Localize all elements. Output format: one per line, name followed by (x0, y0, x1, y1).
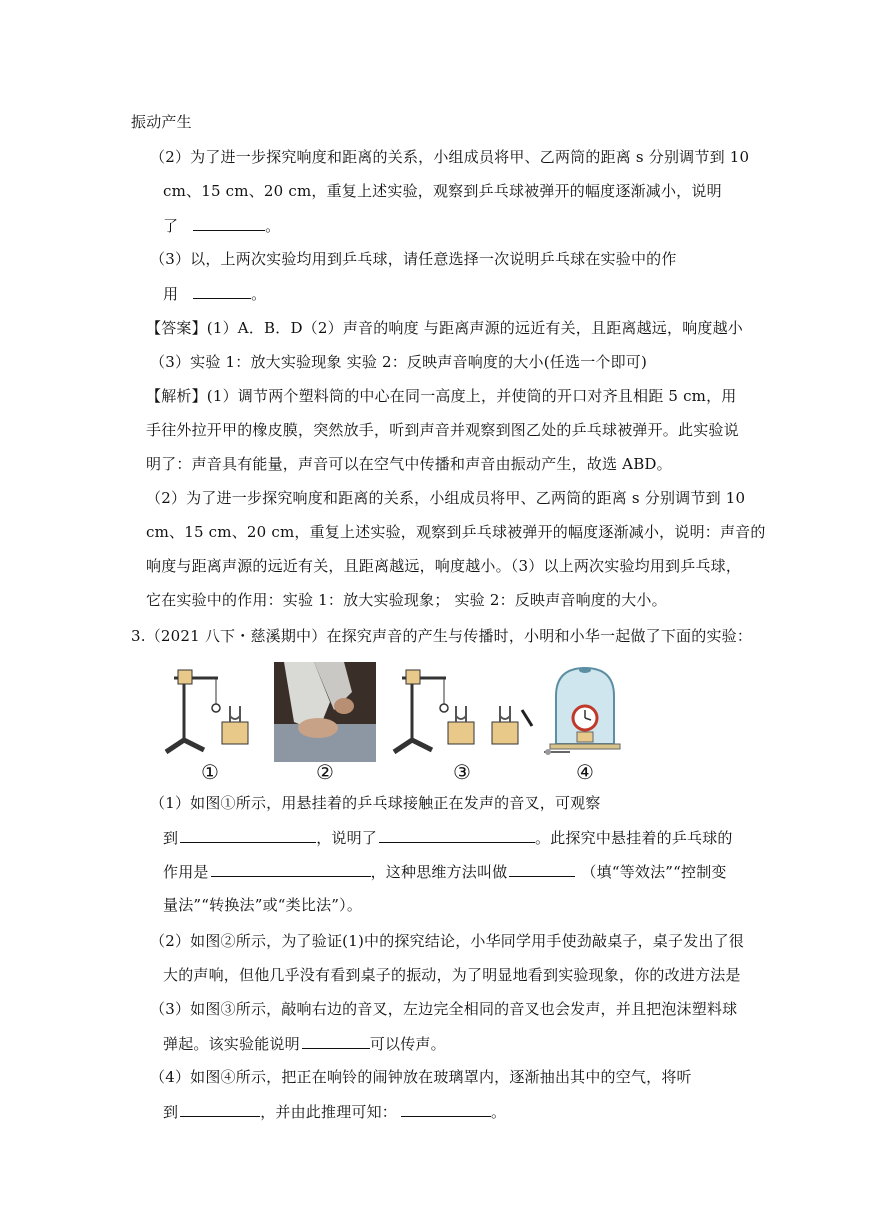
figure-4 (544, 662, 626, 782)
text-line (163, 215, 280, 236)
answer-blank[interactable] (193, 215, 265, 231)
text-fragment: 弹起。该实验能说明 (163, 1035, 300, 1053)
text-line (163, 861, 727, 882)
text-fragment: 用 (163, 285, 179, 303)
text-fragment: 了 (163, 217, 179, 235)
question-3-part-2: （2）如图②所示，为了验证(1)中的探究结论，小华同学用手使劲敲桌子，桌子发出了很 (150, 932, 744, 950)
question-3-part-1: （1）如图①所示，用悬挂着的乒乓球接触正在发声的音叉，可观察 (150, 794, 601, 812)
text-line: cm、15 cm、20 cm，重复上述实验，观察到乒乓球被弹开的幅度逐渐减小，说明 (163, 182, 722, 200)
analysis-line: 手往外拉开甲的橡皮膜，突然放手，听到声音并观察到图乙处的乒乓球被弹开。此实验说 (146, 421, 739, 439)
figure-1 (160, 662, 260, 782)
analysis-line: （2）为了进一步探究响度和距离的关系，小组成员将甲、乙两筒的距离 s 分别调节到 10 (146, 489, 746, 507)
figure-label: ② (316, 760, 334, 784)
figure-label: ③ (453, 760, 471, 784)
answer-blank[interactable] (379, 827, 535, 843)
experiment-figures (160, 662, 630, 782)
hand-knocking-table-photo (274, 662, 376, 762)
analysis-line: cm、15 cm、20 cm，重复上述实验，观察到乒乓球被弹开的幅度逐渐减小，说明：声音的 (146, 523, 766, 541)
analysis-line: 响度与距离声源的远近有关，且距离越远，响度越小。（3）以上两次实验均用到乒乓球， (146, 557, 742, 575)
text-line (163, 1101, 506, 1122)
answer-line: 【答案】(1）A．B．D（2）声音的响度 与距离声源的远近有关，且距离越远，响度越小 (146, 319, 743, 337)
text-fragment: 。 (251, 285, 267, 303)
text-fragment: 作用是 (163, 863, 209, 881)
text-line (163, 827, 733, 848)
text-line: 大的声响，但他几乎没有看到桌子的振动，为了明显地看到实验现象，你的改进方法是 (163, 966, 741, 984)
question-part-3: （3）以，上两次实验均用到乒乓球，请任意选择一次说明乒乓球在实验中的作 (150, 250, 677, 268)
figure-label: ① (201, 760, 219, 784)
figure-3 (388, 662, 536, 782)
text-fragment: 。此探究中悬挂着的乒乓球的 (535, 829, 733, 847)
text-fragment: ，说明了 (316, 829, 378, 847)
question-part-2: （2）为了进一步探究响度和距离的关系，小组成员将甲、乙两筒的距离 s 分别调节到 10 (150, 148, 750, 166)
text-fragment: 到 (163, 829, 179, 847)
text-line (163, 283, 266, 304)
question-3-part-3: （3）如图③所示，敲响右边的音叉，左边完全相同的音叉也会发声，并且把泡沫塑料球 (150, 1000, 738, 1018)
question-3-title: 3.（2021 八下・慈溪期中）在探究声音的产生与传播时，小明和小华一起做了下面的实验： (131, 627, 753, 645)
answer-blank[interactable] (211, 861, 371, 877)
bell-jar-alarm-clock-icon (544, 662, 626, 760)
text-fragment: ，这种思维方法叫做 (370, 863, 508, 881)
text-fragment: 到 (163, 1103, 179, 1121)
two-tuning-forks-icon (388, 662, 536, 760)
analysis-line: 明了：声音具有能量，声音可以在空气中传播和声音由振动产生，故选 ABD。 (146, 455, 672, 473)
tuning-fork-stand-icon (160, 662, 260, 760)
text-fragment: 。 (265, 217, 281, 235)
answer-blank[interactable] (193, 283, 251, 299)
analysis-line: 【解析】(1）调节两个塑料筒的中心在同一高度上，并使筒的开口对齐且相距 5 cm，用 (146, 387, 737, 405)
text-line: 振动产生 (131, 113, 192, 131)
text-fragment: （填“等效法”“控制变 (581, 863, 727, 881)
answer-blank[interactable] (302, 1033, 370, 1049)
text-fragment: ，并由此推理可知： (260, 1103, 398, 1121)
answer-blank[interactable] (180, 1101, 260, 1117)
analysis-line: 它在实验中的作用：实验 1：放大实验现象； 实验 2：反映声音响度的大小。 (146, 591, 667, 609)
answer-blank[interactable] (509, 861, 575, 877)
text-fragment: 。 (491, 1103, 507, 1121)
question-3-part-4: （4）如图④所示，把正在响铃的闹钟放在玻璃罩内，逐渐抽出其中的空气，将听 (150, 1068, 692, 1086)
text-line (163, 1033, 446, 1054)
answer-blank[interactable] (180, 827, 316, 843)
text-fragment: 可以传声。 (369, 1035, 446, 1053)
figure-label: ④ (576, 760, 594, 784)
answer-blank[interactable] (401, 1101, 491, 1117)
answer-line: （3）实验 1：放大实验现象 实验 2：反映声音响度的大小(任选一个即可) (150, 353, 648, 371)
figure-2 (274, 662, 376, 782)
text-line: 量法”“转换法”或“类比法”）。 (163, 896, 363, 914)
